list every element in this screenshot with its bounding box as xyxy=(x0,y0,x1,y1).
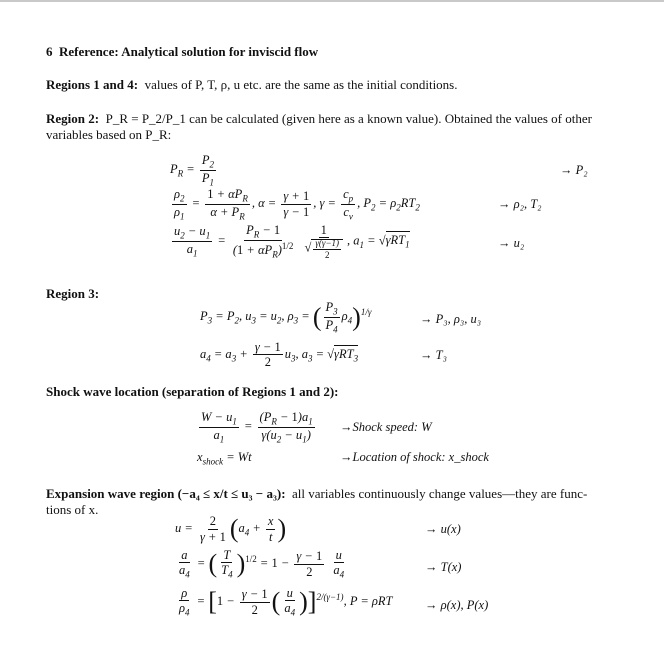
eq-shock-speed: $\frac{W - u_1}{a_1}$ = $\frac{(P_R - 1)a_1}{\gamma(u_2 - u_1)}$ xyxy=(201,410,313,445)
expansion-line2: tions of x. xyxy=(46,502,99,517)
eq-density-ratio: $\frac{\rho_2}{\rho_1}$ = $\frac{1 + \alpha P_R}{\alpha + P_R}$ , α = $\frac{\gamma + 1}{\gamma - 1}$ , γ = $\frac{c_p}{c_v}$ , $P_2 = \rho_2RT_2$ xyxy=(174,187,420,222)
regions-1-4-paragraph xyxy=(46,77,458,93)
eq-expansion-density: $\frac{\rho}{\rho_4}$ = [1 − $\frac{\gamma - 1}{2}$ ( $\frac{u}{a_4}$ )]$^{2/(\gamma-1)}$, P = ρRT xyxy=(179,586,393,618)
result-p3-rho3-u3: → P₃, ρ₃, u₃ xyxy=(420,312,482,326)
result-rho-p: → ρ(x), P(x) xyxy=(425,598,489,612)
eq-velocity: $\frac{u_2 - u_1}{a_1}$ = $\frac{P_R - 1}{(1 + \alpha P_R)^{1/2}}$ 1 √ $\frac{\gamma(\gamma-1)}{2}$ , $a_1 = √\gamma RT_1$ xyxy=(174,223,410,260)
section-heading xyxy=(46,44,318,60)
result-tx: → T(x) xyxy=(425,560,462,574)
result-p2: → P₂ xyxy=(560,163,588,177)
region-2-line1: P_R = P_2/P_1 can be calculated (given here as a known value). Obtained the values of other xyxy=(105,111,592,126)
expansion-paragraph xyxy=(46,486,587,502)
regions-1-4-label: Regions 1 and 4: xyxy=(46,77,139,92)
result-ux: → u(x) xyxy=(425,522,461,536)
eq-region3-sound: $a_4 = a_3$ + $\frac{\gamma - 1}{2}$ $u_3$, $a_3 = √\gamma RT_3$ xyxy=(200,340,359,370)
note-shock-location: →Location of shock: x_shock xyxy=(340,450,489,464)
region-2-paragraph xyxy=(46,111,592,127)
result-rho2-t2: → ρ₂, T₂ xyxy=(498,197,542,211)
region-2-line2: variables based on P_R: xyxy=(46,127,172,142)
note-shock-speed: →Shock speed: W xyxy=(340,420,432,434)
expansion-line1: all variables continuously change values—they are func- xyxy=(292,486,588,501)
result-t3: → T₃ xyxy=(420,348,447,362)
eq-expansion-velocity: u = $\frac{2}{\gamma + 1}$ ($a_4$ + $\frac{x}{t}$ ) xyxy=(175,514,287,544)
eq-pressure-ratio: $P_R$ = $\frac{P_2}{P_1}$ xyxy=(170,153,214,188)
eq-shock-location: $x_{shock} = Wt$ xyxy=(197,450,252,467)
shock-heading: Shock wave location (separation of Regions 1 and 2): xyxy=(46,384,339,399)
section-number: 6 xyxy=(46,44,53,59)
expansion-heading: Expansion wave region (−a₄ ≤ x/t ≤ u₃ − a₃): xyxy=(46,486,286,501)
region-3-label: Region 3: xyxy=(46,286,100,301)
region-2-label: Region 2: xyxy=(46,111,100,126)
eq-expansion-temperature: $\frac{a}{a_4}$ = ( $\frac{T}{T_4}$ )$^{1/2}$ = 1 − $\frac{\gamma - 1}{2}$ $\frac{u}{a_4}$ xyxy=(179,548,345,580)
regions-1-4-text: values of P, T, ρ, u etc. are the same as the initial conditions. xyxy=(144,77,458,92)
result-u2: → u₂ xyxy=(498,236,525,250)
eq-region3-state: $P_3 = P_2$, $u_3 = u_2$, $\rho_3$ = ( $\frac{P_3}{P_4}$ $\rho_4)^{1/\gamma}$ xyxy=(200,300,372,335)
section-title: Reference: Analytical solution for inviscid flow xyxy=(59,44,319,59)
top-border xyxy=(0,0,664,2)
